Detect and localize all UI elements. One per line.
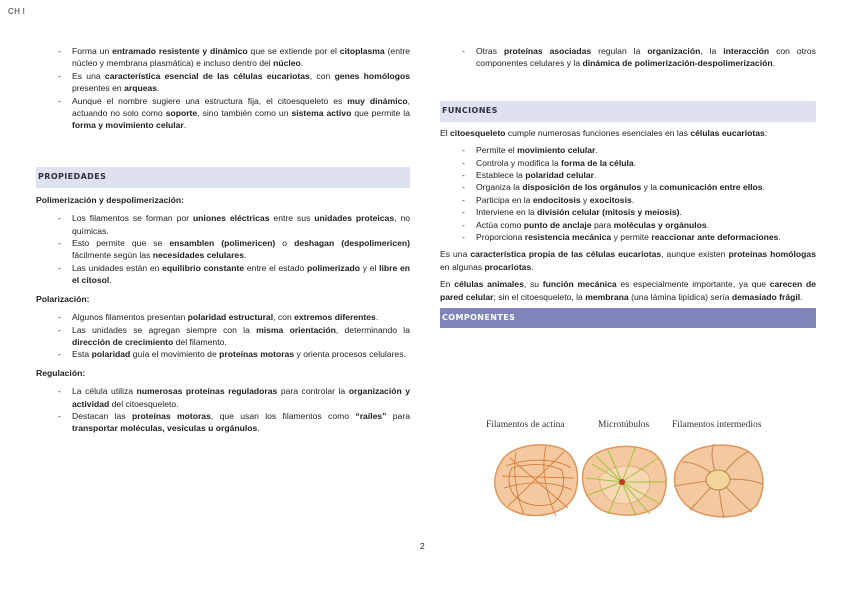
text-run: , no químicas. (72, 213, 411, 236)
list-item (36, 385, 410, 410)
bold-text: arqueas (124, 83, 158, 94)
bold-text: proteínas motoras (219, 349, 295, 360)
bold-text: equilibrio constante (162, 262, 245, 273)
bold-text: endocitosis (532, 194, 581, 205)
cell-drawings (476, 418, 776, 528)
text-run: Es una (440, 249, 471, 260)
text-run: . (257, 423, 260, 434)
bold-text: organización (647, 46, 701, 56)
bold-text: interacción (723, 46, 770, 56)
text-run: . (183, 120, 187, 131)
text-run: con otros componentes celulares y la (476, 46, 816, 69)
bold-text: movimiento celular (517, 145, 596, 156)
function-item (440, 206, 816, 218)
bold-text: forma de la célula (561, 157, 634, 168)
text-run: Participa en la (476, 194, 533, 205)
bold-text: demasiado frágil (731, 291, 801, 302)
bold-text: extremos diferentes (294, 312, 376, 323)
bold-text: punto de anclaje (523, 219, 592, 230)
bold-text: carecen de pared celular (440, 279, 816, 302)
text-run: Proporciona (476, 232, 525, 243)
text-run: ; sin el citoesqueleto, la (493, 291, 586, 302)
text-run: Las unidades están en (72, 262, 163, 273)
bold-text: exocitosis (589, 194, 632, 205)
text-run: y orienta procesos celulares. (294, 349, 406, 360)
function-item (440, 231, 816, 243)
text-run: fácilmente según las (72, 250, 153, 261)
actin-cell-drawing (495, 445, 578, 516)
bold-text: entramado resistente y dinámico (112, 46, 248, 56)
text-run: (entre núcleo y membrana plasmática) e incluso dentro del (72, 46, 411, 69)
function-item (440, 181, 816, 193)
bold-text: membrana (585, 291, 629, 302)
section-componentes (440, 308, 816, 328)
text-run: y la (641, 182, 660, 193)
text-run: del filamento. (173, 336, 227, 347)
bold-text: misma orientación (256, 324, 336, 335)
text-run: Las unidades se agregan siempre con la (72, 324, 257, 335)
function-item (440, 157, 816, 169)
text-run: Establece la (476, 170, 526, 181)
bold-text: células eucariotas (690, 127, 765, 138)
bold-text: dinámica de polimerización-despolimerización (582, 58, 773, 69)
list-item (36, 348, 410, 360)
figure-label-microtubulos: Microtúbulos (598, 420, 650, 430)
section-title-propiedades: PROPIEDADES (38, 172, 107, 182)
bold-text: necesidades celulares (152, 250, 244, 261)
text-run: . (594, 170, 597, 181)
text-run: presentes en (72, 83, 125, 94)
right-column (440, 45, 816, 328)
bold-text: proteínas homólogas (728, 249, 816, 260)
text-run: . (706, 219, 710, 230)
text-run: que permite la (351, 108, 410, 119)
bold-text: polaridad (91, 349, 131, 360)
right-intro-list (440, 45, 816, 70)
text-run: En (440, 279, 455, 290)
text-run: . (631, 194, 635, 205)
text-run: , aunque existen (661, 249, 729, 260)
text-run: . (243, 250, 247, 261)
bold-text: dirección de crecimiento (72, 336, 174, 347)
bold-text: organización y actividad (72, 386, 411, 409)
text-run: . (109, 275, 112, 286)
section-title-funciones: FUNCIONES (442, 106, 498, 116)
bold-text: numerosas proteínas reguladoras (136, 386, 278, 397)
text-run: que se extiende por el (247, 46, 340, 56)
bold-text: ensamblen (polimericen) (169, 238, 276, 249)
bold-text: libre en el citosol (72, 262, 410, 286)
text-run: El (440, 127, 451, 138)
section-propiedades (36, 167, 410, 188)
funciones-intro (440, 127, 816, 139)
text-run: y (580, 194, 590, 205)
list-item (36, 237, 410, 262)
bold-text: característica propia de las células eucariotas (470, 249, 662, 260)
bold-text: células animales (454, 279, 524, 290)
bold-text: forma y movimiento celular (72, 120, 184, 131)
text-run: guía el movimiento de (130, 349, 220, 360)
bold-text: polaridad celular (525, 170, 594, 181)
function-item (440, 194, 816, 206)
funciones-paragraph (440, 278, 816, 303)
text-run: Destacan las (72, 410, 132, 421)
funciones-paragraph (440, 248, 816, 273)
bold-text: función mecánica (542, 279, 617, 290)
text-run: , que usan los filamentos como (210, 410, 356, 421)
bold-text: proteínas motoras (131, 410, 211, 421)
subsection-list (36, 385, 410, 435)
text-run: entre sus (269, 213, 315, 224)
text-run: , su (523, 279, 543, 290)
text-run: o (275, 238, 295, 249)
text-run: . (595, 145, 598, 156)
text-run: en algunas (440, 261, 485, 272)
text-run: Actúa como (476, 219, 524, 230)
subsection-heading: Polarización: (36, 293, 90, 304)
text-run: (una lámina lipídica) sería (628, 291, 732, 302)
text-run: del citoesqueleto. (109, 398, 179, 409)
text-run: . (375, 312, 379, 323)
funciones-list (440, 144, 816, 243)
text-run: Organiza la (476, 182, 523, 193)
text-run: . (157, 83, 160, 94)
text-run: , con (309, 70, 335, 81)
list-item (36, 410, 410, 435)
bold-text: sistema activo (291, 108, 352, 119)
text-run: . (679, 207, 682, 218)
list-item (36, 70, 410, 95)
list-item (440, 45, 816, 70)
text-run: , con (273, 312, 295, 323)
bold-text: comunicación entre ellos (659, 182, 763, 193)
bold-text: moléculas y orgánulos (613, 219, 707, 230)
header-label: CH I (8, 7, 26, 16)
text-run: para (591, 219, 614, 230)
text-run: Esta (72, 349, 92, 360)
bold-text: polaridad estructural (187, 312, 274, 323)
text-run: cumple numerosas funciones esenciales en las (505, 127, 691, 138)
text-run: Interviene en la (476, 207, 538, 218)
cytoskeleton-figure (476, 418, 776, 528)
text-run: Forma un (72, 46, 113, 56)
text-run: entre el estado (244, 262, 307, 273)
bold-text: soporte (165, 108, 198, 119)
text-run: para controlar la (277, 386, 349, 397)
text-run: . (762, 182, 765, 193)
list-item (36, 45, 410, 70)
subsection-list (36, 311, 410, 361)
text-run: . (633, 157, 637, 168)
subsection-heading: Regulación: (36, 367, 86, 378)
microtubule-cell-drawing (583, 446, 667, 516)
text-run: y el (360, 262, 380, 273)
text-run: . (772, 58, 775, 69)
text-run: , la (700, 46, 724, 56)
bold-text: característica esencial de las células eucariotas (104, 70, 310, 81)
text-run: es especialmente importante, ya que (616, 279, 770, 290)
bold-text: proteínas asociadas (503, 46, 592, 56)
bold-text: genes homólogos (334, 70, 410, 81)
text-run: Los filamentos se forman por (72, 213, 193, 224)
function-item (440, 169, 816, 181)
list-item (36, 95, 410, 132)
text-run: Es una (72, 70, 105, 81)
section-title-componentes: COMPONENTES (442, 312, 516, 322)
figure-label-actina: Filamentos de actina (486, 420, 565, 430)
page-number: 2 (420, 541, 425, 551)
text-run: . (300, 58, 304, 69)
text-run: Esto permite que se (72, 238, 170, 249)
bold-text: “raíles” (355, 410, 387, 421)
bold-text: unidades proteicas (314, 213, 395, 224)
function-item (440, 219, 816, 231)
propiedades-groups (36, 194, 410, 435)
bold-text: citoesqueleto (450, 127, 506, 138)
text-run: regulan la (591, 46, 648, 56)
list-item (36, 324, 410, 349)
text-run: Aunque el nombre sugiere una estructura fija, el citoesqueleto es (72, 95, 348, 106)
subsection-list (36, 212, 410, 286)
text-run: y permite (611, 232, 652, 243)
bold-text: muy dinámico (347, 95, 408, 106)
bold-text: procariotas (484, 261, 532, 272)
text-run: : (764, 127, 768, 138)
text-run: Controla y modifica la (476, 157, 562, 168)
text-run: . (778, 232, 781, 243)
section-funciones (440, 101, 816, 122)
text-run: , determinando la (335, 324, 410, 335)
bold-text: núcleo (273, 58, 301, 69)
intermediate-filaments-cell-drawing (674, 444, 763, 518)
bold-text: transportar moléculas, vesículas u orgánulos (72, 423, 258, 434)
text-run: . (800, 291, 803, 302)
bold-text: resistencia mecánica (524, 232, 612, 243)
list-item (36, 311, 410, 323)
bold-text: uniones eléctricas (192, 213, 270, 224)
figure-label-intermedios: Filamentos intermedios (672, 420, 762, 430)
function-item (440, 144, 816, 156)
bold-text: polimerizado (307, 262, 361, 273)
text-run: , sino también como un (197, 108, 292, 119)
text-run: Algunos filamentos presentan (72, 312, 188, 323)
text-run: Permite el (476, 145, 518, 156)
text-run: Otras (476, 46, 504, 56)
text-run: , actuando no solo como (72, 95, 410, 119)
list-item (36, 212, 410, 237)
bold-text: división celular (mitosis y meiosis) (537, 207, 680, 218)
intro-list (36, 45, 410, 132)
text-run: La célula utiliza (72, 386, 137, 397)
left-column (36, 45, 410, 435)
bold-text: citoplasma (339, 46, 385, 56)
bold-text: deshagan (despolimericen) (294, 238, 410, 249)
bold-text: disposición de los orgánulos (522, 182, 642, 193)
subsection-heading: Polimerización y despolimerización: (36, 194, 185, 205)
list-item (36, 262, 410, 287)
text-run: para (386, 410, 410, 421)
text-run: . (531, 261, 534, 272)
bold-text: reaccionar ante deformaciones (651, 232, 779, 243)
